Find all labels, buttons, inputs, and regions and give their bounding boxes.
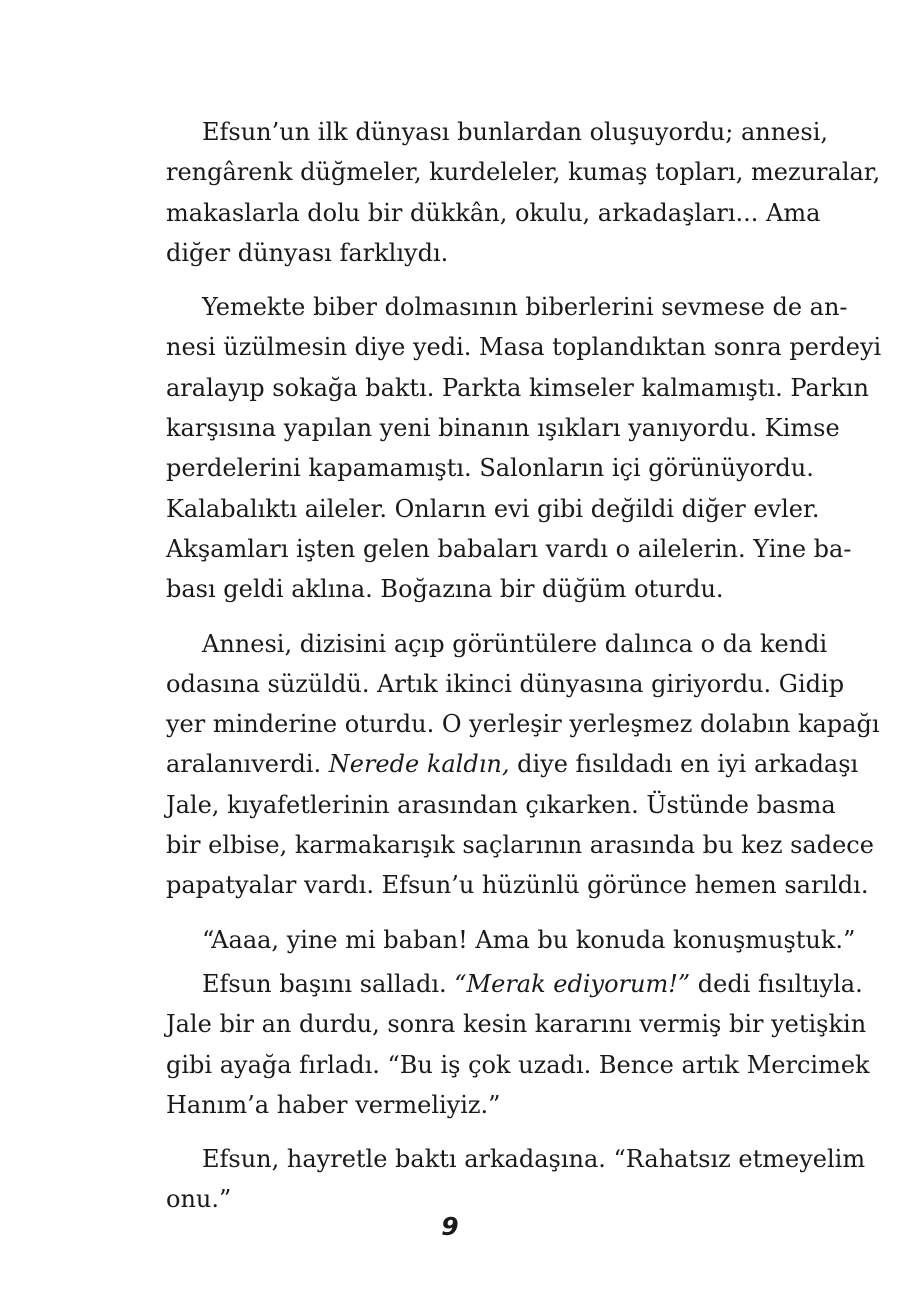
- paragraph-gap: [166, 273, 748, 287]
- paragraph: [166, 624, 880, 906]
- text-line-with-italic: [166, 744, 859, 784]
- paragraph-gap: [166, 610, 748, 624]
- paragraph-gap: [166, 906, 748, 920]
- text-line: Efsun, hayretle baktı arkadaşına. “Rahatsız etmeyelim: [202, 1145, 866, 1174]
- paragraph: [166, 112, 881, 273]
- text-line: aralayıp sokağa baktı. Parkta kimseler kalmamıştı. Parkın: [166, 373, 869, 402]
- text-line: bası geldi aklına. Boğazına bir düğüm oturdu.: [166, 575, 724, 604]
- paragraph: [166, 964, 870, 1125]
- text-line: rengârenk düğmeler, kurdeleler, kumaş topları, mezuralar,: [166, 158, 881, 187]
- text-line: Annesi, dizisini açıp görüntülere dalınca o da kendi: [202, 629, 828, 658]
- text-line: bir elbise, karmakarışık saçlarının arasında bu kez sadece: [166, 831, 874, 860]
- text-line: onu.”: [166, 1185, 232, 1214]
- paragraph: [166, 287, 882, 609]
- italic-text: “Merak ediyorum!”: [454, 969, 691, 998]
- text-line: Akşamları işten gelen babaları vardı o ailelerin. Yine ba-: [166, 534, 852, 563]
- text-line: Efsun’un ilk dünyası bunlardan oluşuyordu; annesi,: [202, 118, 829, 146]
- text-line: makaslarla dolu bir dükkân, okulu, arkadaşları... Ama: [166, 198, 821, 227]
- text-line: gibi ayağa fırladı. “Bu iş çok uzadı. Bence artık Mercimek: [166, 1050, 870, 1079]
- body-text: [166, 112, 882, 1220]
- text-line: nesi üzülmesin diye yedi. Masa toplandıktan sonra perdeyi: [166, 333, 882, 362]
- text-line: Kalabalıktı aileler. Onların evi gibi değildi diğer evler.: [166, 494, 820, 523]
- text-line: Jale, kıyafetlerinin arasından çıkarken. Üstünde basma: [166, 790, 836, 819]
- text-run: diye fısıldadı en iyi arkadaşı: [509, 750, 859, 779]
- text-line: Jale bir an durdu, sonra kesin kararını vermiş bir yetişkin: [166, 1010, 867, 1039]
- text-line-with-italic: [166, 964, 863, 1004]
- text-line: karşısına yapılan yeni binanın ışıkları yanıyordu. Kimse: [166, 414, 840, 443]
- text-line: Yemekte biber dolmasının biberlerini sevmese de an-: [202, 293, 848, 322]
- text-line: perdelerini kapamamıştı. Salonların içi görünüyordu.: [166, 454, 814, 483]
- paragraph: [166, 920, 856, 960]
- text-line: yer minderine oturdu. O yerleşir yerleşmez dolabın kapağı: [166, 710, 880, 739]
- text-line: papatyalar vardı. Efsun’u hüzünlü görünce hemen sarıldı.: [166, 871, 869, 900]
- italic-text: Nerede kaldın,: [328, 750, 510, 779]
- text-run: aralanıverdi.: [166, 750, 329, 779]
- paragraph-gap: [166, 1125, 748, 1139]
- text-run: Efsun başını salladı.: [202, 969, 455, 998]
- page-number: 9: [441, 1212, 459, 1241]
- text-line: “Aaaa, yine mi baban! Ama bu konuda konuşmuştuk.”: [202, 925, 856, 954]
- paragraph: [166, 1139, 866, 1220]
- text-line: odasına süzüldü. Artık ikinci dünyasına giriyordu. Gidip: [166, 669, 845, 698]
- text-line: diğer dünyası farklıydı.: [166, 238, 449, 267]
- text-run: dedi fısıltıyla.: [690, 969, 863, 998]
- text-line: Hanım’a haber vermeliyiz.”: [166, 1090, 501, 1119]
